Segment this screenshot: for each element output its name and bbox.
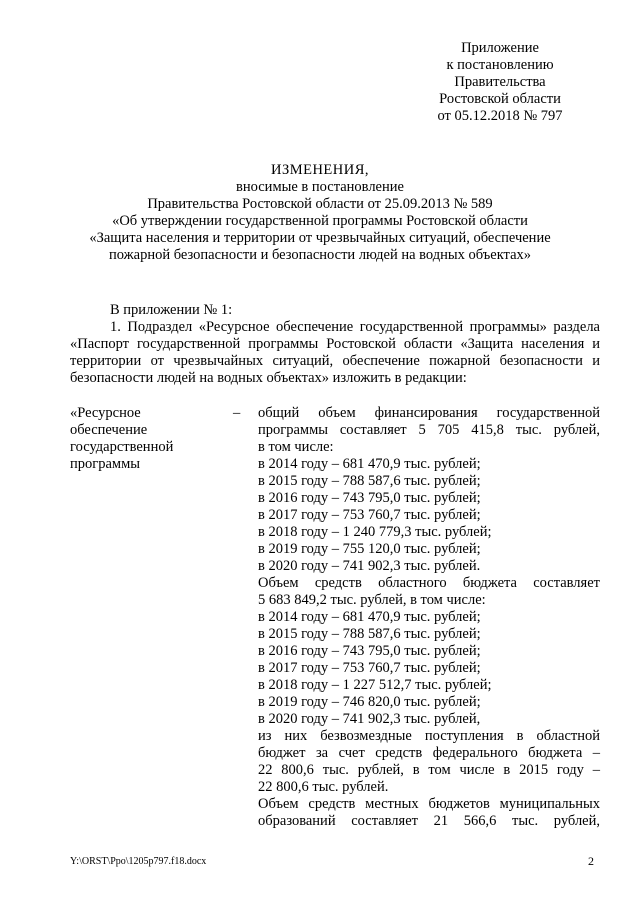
- total-year-line: в 2014 году – 681 470,9 тыс. рублей;: [258, 456, 481, 472]
- heading-line: «Защита населения и территории от чрезвычайных ситуаций, обеспечение: [89, 230, 551, 246]
- separator-dash: –: [233, 405, 241, 421]
- appendix-line: Ростовской области: [439, 91, 561, 107]
- appendix-line: Приложение: [461, 40, 539, 56]
- intro-line: В приложении № 1:: [110, 302, 233, 318]
- document-heading: [70, 162, 570, 264]
- appendix-block: [420, 40, 580, 125]
- total-year-line: в 2017 году – 753 760,7 тыс. рублей;: [258, 507, 481, 523]
- total-year-line: в 2015 году – 788 587,6 тыс. рублей;: [258, 473, 481, 489]
- heading-line: «Об утверждении государственной программы Ростовской области: [112, 213, 528, 229]
- regional-year-line: в 2019 году – 746 820,0 тыс. рублей;: [258, 694, 481, 710]
- regional-year-line: в 2017 году – 753 760,7 тыс. рублей;: [258, 660, 481, 676]
- page-number: 2: [588, 854, 594, 868]
- appendix-line: от 05.12.2018 № 797: [437, 108, 563, 124]
- regional-year-line: в 2014 году – 681 470,9 тыс. рублей;: [258, 609, 481, 625]
- resource-details: [258, 405, 600, 830]
- heading-line: Правительства Ростовской области от 25.09.2013 № 589: [147, 196, 493, 212]
- heading-title: ИЗМЕНЕНИЯ,: [270, 162, 370, 178]
- including-label: в том числе:: [258, 439, 334, 455]
- regional-year-line: в 2020 году – 741 902,3 тыс. рублей,: [258, 711, 481, 727]
- local-budget-line: образований составляет 21 566,6 тыс. рублей,: [258, 813, 600, 829]
- total-year-line: в 2019 году – 755 120,0 тыс. рублей;: [258, 541, 481, 557]
- regional-year-line: в 2015 году – 788 587,6 тыс. рублей;: [258, 626, 481, 642]
- paragraph-1: 1. Подраздел «Ресурсное обеспечение государственной программы» раздела «Паспорт государственной программы Ростовской области «Защита населения и территории от чрезвычайных ситуаций, обеспечение пожарной безопасности и безопасности людей на водных объектах» изложить в редакции:: [70, 319, 600, 386]
- federal-funds-line: 22 800,6 тыс. рублей.: [258, 779, 389, 795]
- footer-file-path: Y:\ORST\Ppo\1205p797.f18.docx: [70, 856, 207, 867]
- federal-funds-line: 22 800,6 тыс. рублей, в том числе в 2015 году –: [258, 762, 600, 778]
- total-funding-line: общий объем финансирования государственной: [258, 405, 600, 421]
- appendix-line: Правительства: [454, 74, 546, 90]
- regional-budget-line: 5 683 849,2 тыс. рублей, в том числе:: [258, 592, 486, 608]
- heading-line: пожарной безопасности и безопасности людей на водных объектах»: [108, 247, 532, 263]
- heading-line: вносимые в постановление: [236, 179, 404, 195]
- resource-label: [70, 405, 220, 473]
- resource-label-line: «Ресурсное: [70, 405, 141, 421]
- federal-funds-line: из них безвозмездные поступления в областной: [258, 728, 600, 744]
- total-year-line: в 2016 году – 743 795,0 тыс. рублей;: [258, 490, 481, 506]
- resource-label-line: обеспечение: [70, 422, 148, 438]
- resource-label-line: государственной: [70, 439, 174, 455]
- local-budget-line: Объем средств местных бюджетов муниципальных: [258, 796, 600, 812]
- total-year-line: в 2018 году – 1 240 779,3 тыс. рублей;: [258, 524, 492, 540]
- resource-label-line: программы: [70, 456, 140, 472]
- regional-year-line: в 2016 году – 743 795,0 тыс. рублей;: [258, 643, 481, 659]
- federal-funds-line: бюджет за счет средств федерального бюджета –: [258, 745, 600, 761]
- appendix-line: к постановлению: [446, 57, 554, 73]
- total-year-line: в 2020 году – 741 902,3 тыс. рублей.: [258, 558, 481, 574]
- regional-budget-line: Объем средств областного бюджета составляет: [258, 575, 600, 591]
- regional-year-line: в 2018 году – 1 227 512,7 тыс. рублей;: [258, 677, 492, 693]
- total-funding-line: программы составляет 5 705 415,8 тыс. рублей,: [258, 422, 600, 438]
- body-text: [70, 302, 600, 387]
